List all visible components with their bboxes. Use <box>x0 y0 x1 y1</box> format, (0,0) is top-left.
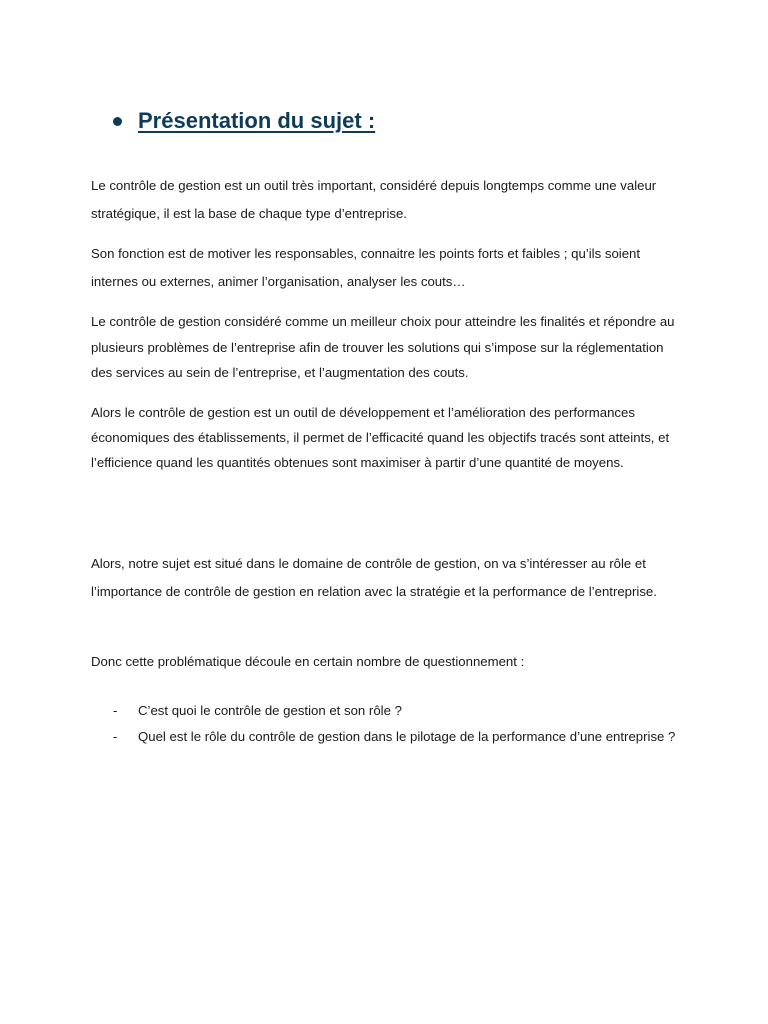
dash-marker: - <box>113 729 118 744</box>
paragraph-function: Son fonction est de motiver les responsables, connaitre les points forts et faibles ; qu’ils soient internes ou externes, animer l’organisation, analyser les couts… <box>91 246 641 289</box>
list-item <box>113 698 677 723</box>
paragraph-development: Alors le contrôle de gestion est un outil de développement et l’amélioration des performances économiques des établissements, il permet de l’efficacité quand les objectifs tracés sont atteints, et l’efficience quand les quantités obtenues sont maximiser à partir d’une quantité de moyens. <box>91 405 670 470</box>
paragraph-subject: Alors, notre sujet est situé dans le domaine de contrôle de gestion, on va s’intéresser au rôle et l’importance de contrôle de gestion en relation avec la stratégie et la performance de l’entreprise. <box>91 556 657 599</box>
list-item <box>113 724 677 749</box>
heading-bullet-icon <box>113 117 122 126</box>
question-list <box>113 698 677 750</box>
question-text: Quel est le rôle du contrôle de gestion dans le pilotage de la performance d’une entreprise ? <box>138 729 676 744</box>
section-title: Présentation du sujet : <box>138 108 376 133</box>
paragraph-intro: Le contrôle de gestion est un outil très important, considéré depuis longtemps comme une valeur stratégique, il est la base de chaque type d’entreprise. <box>91 178 657 221</box>
question-text: C’est quoi le contrôle de gestion et son rôle ? <box>138 703 402 718</box>
paragraph-problematic: Donc cette problématique découle en certain nombre de questionnement : <box>91 654 525 669</box>
dash-marker: - <box>113 703 118 718</box>
section-heading <box>113 108 375 134</box>
paragraph-choice: Le contrôle de gestion considéré comme un meilleur choix pour atteindre les finalités et répondre au plusieurs problèmes de l’entreprise afin de trouver les solutions qui s’impose sur la réglementation des services au sein de l’entreprise, et l’augmentation des couts. <box>91 314 675 380</box>
